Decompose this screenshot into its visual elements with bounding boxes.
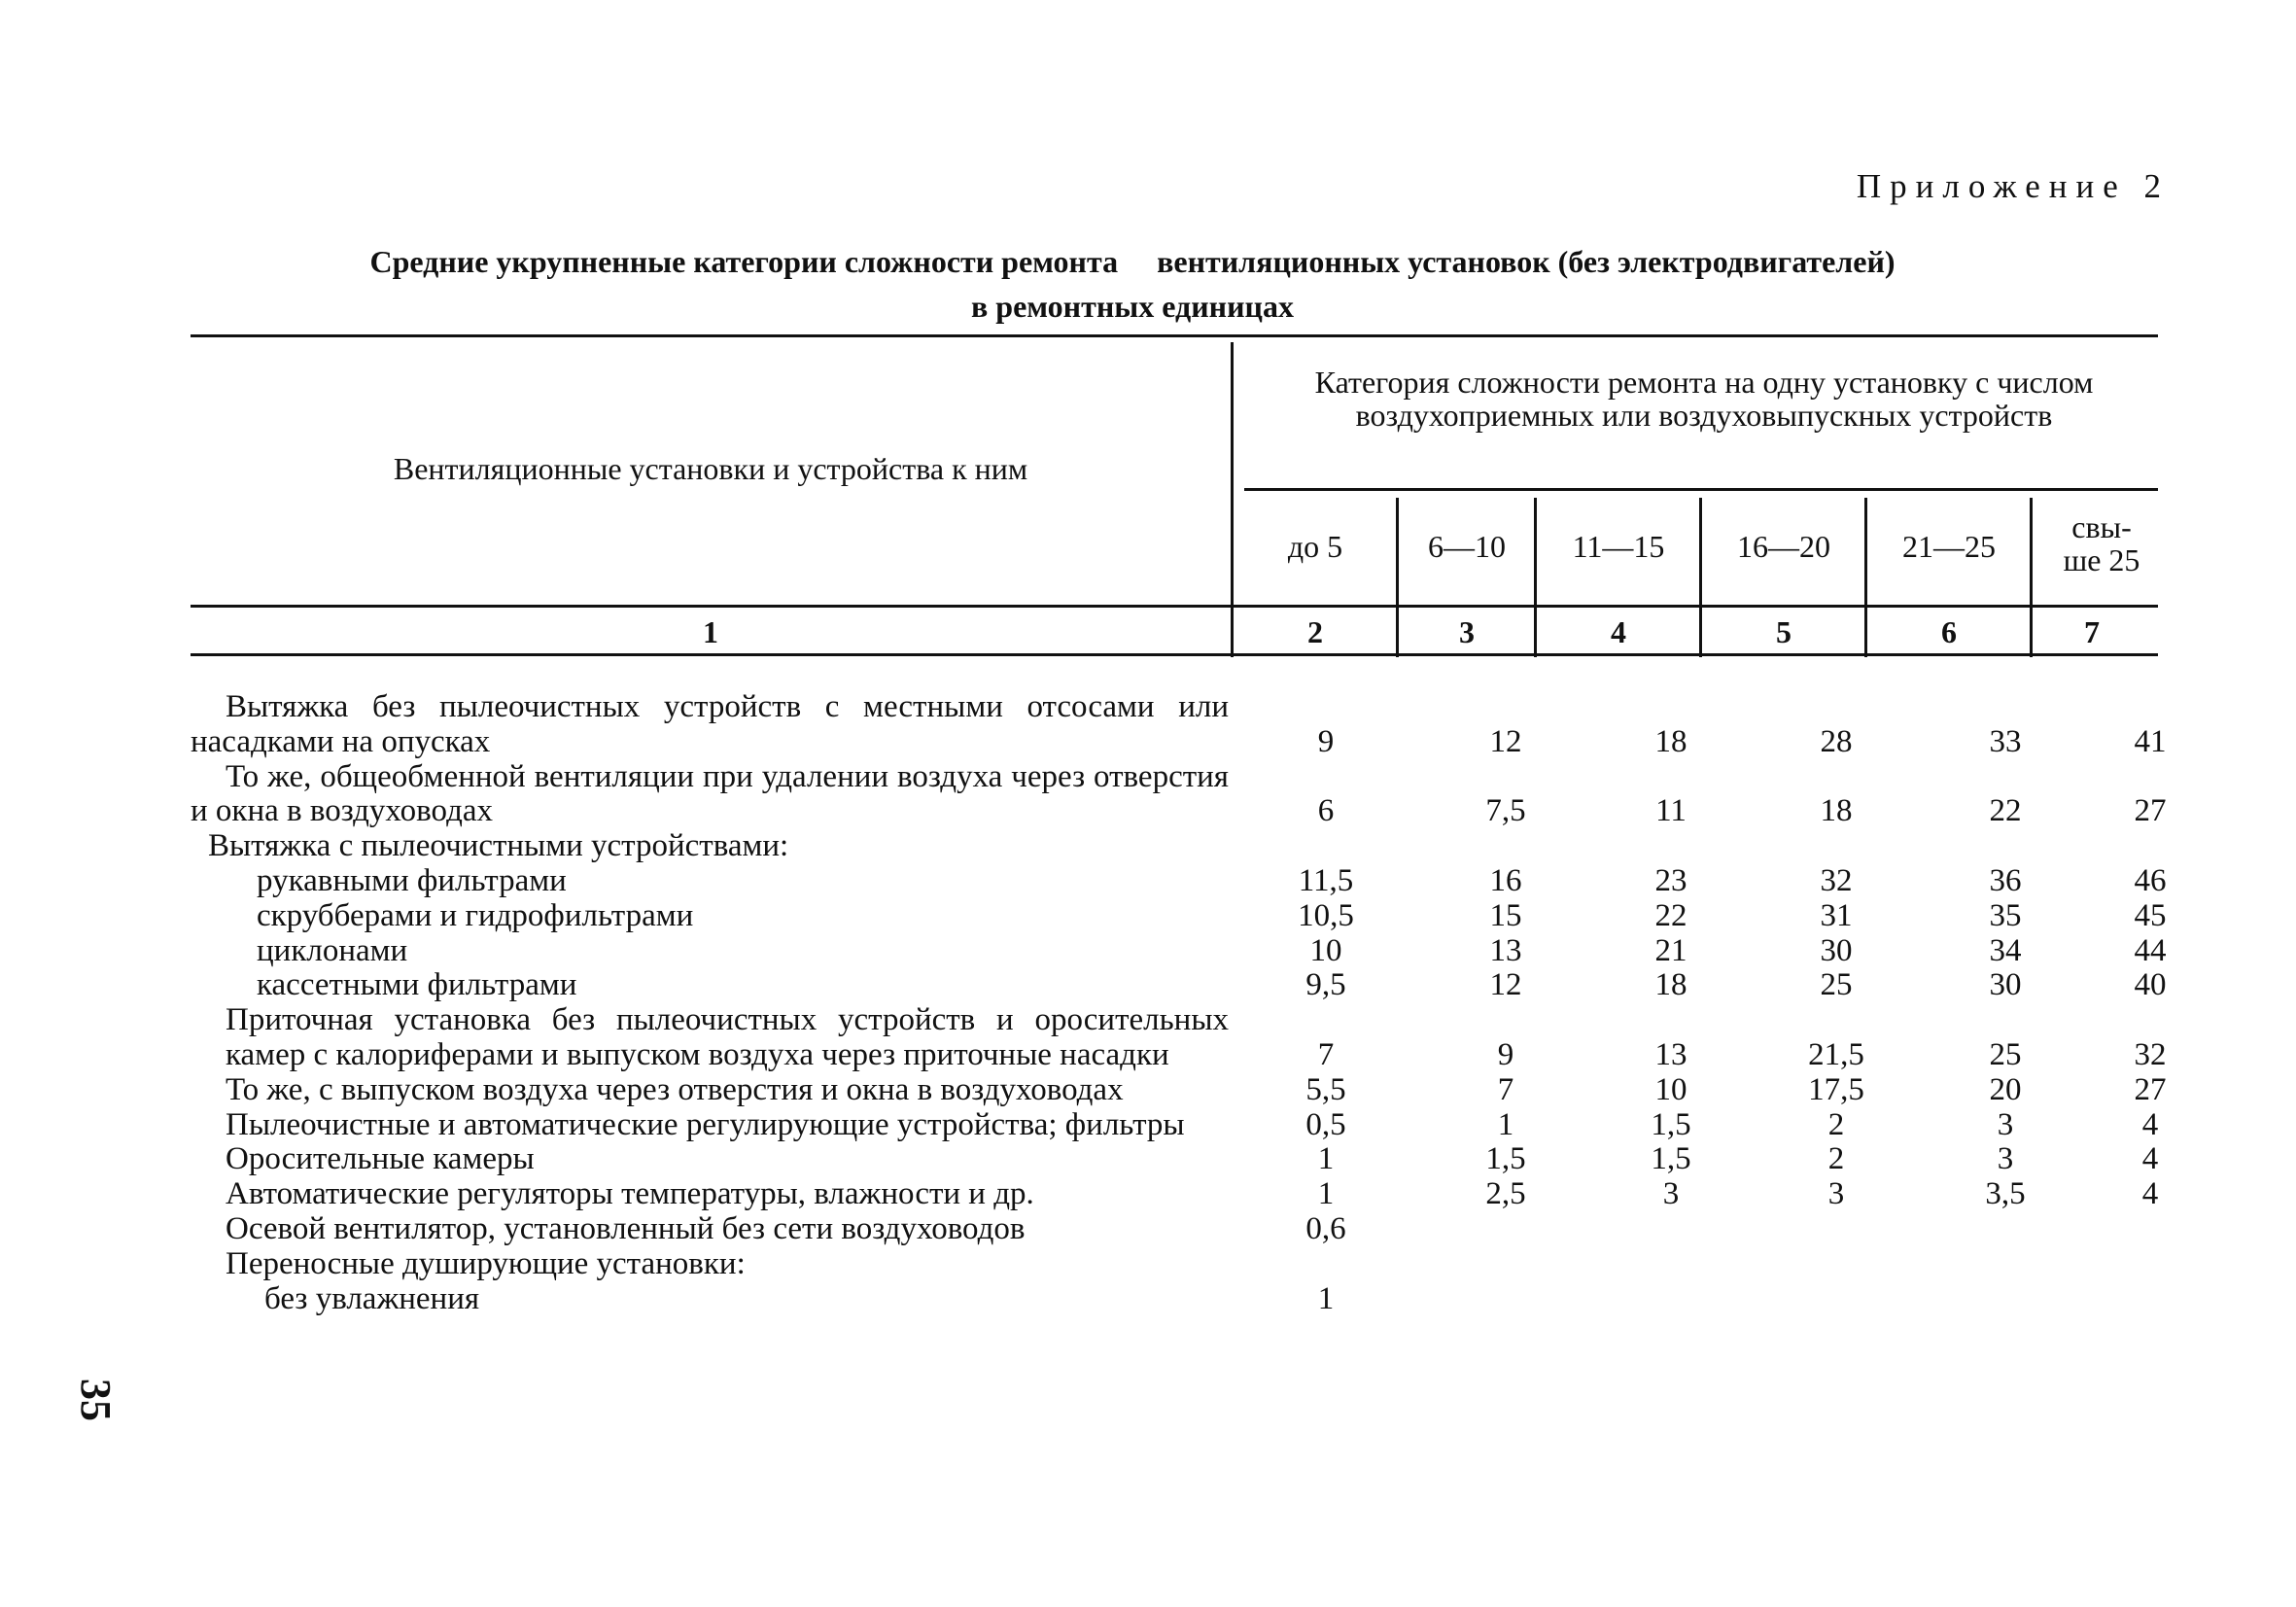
value-cell: 25 [1820, 967, 1853, 1003]
value-cell: 1,5 [1651, 1106, 1691, 1142]
value-cell [1423, 1282, 1588, 1317]
value-cell: 1,5 [1485, 1141, 1526, 1177]
value-cell: 18 [1820, 793, 1853, 829]
value-cell: 15 [1489, 897, 1522, 933]
header-bottom-rule [191, 605, 2158, 608]
value-cell: 25 [1989, 1036, 2022, 1072]
value-cell [1754, 1212, 1919, 1247]
value-cell: 28 [1820, 723, 1853, 759]
value-cell: 0,5 [1305, 1106, 1346, 1142]
table-body [191, 690, 2174, 1316]
value-cell: 16 [1489, 862, 1522, 898]
title-line-2: в ремонтных единицах [971, 289, 1294, 324]
value-cell: 40 [2134, 967, 2167, 1003]
value-cell [1588, 1212, 1754, 1247]
table-row [191, 690, 2174, 760]
value-cell: 1 [1317, 1176, 1335, 1212]
value-cell: 5,5 [1305, 1071, 1346, 1107]
header-left-label: Вентиляционные установки и устройства к ним [393, 451, 1028, 486]
value-cell [1588, 1282, 1754, 1317]
column-header: до 5 [1287, 529, 1343, 564]
value-cell: 27 [2134, 793, 2167, 829]
column-number: 7 [2084, 614, 2100, 649]
row-description: рукавными фильтрами [257, 862, 567, 898]
table-row [191, 934, 2174, 969]
row-description: без увлажнения [264, 1280, 480, 1316]
value-cell: 9,5 [1305, 967, 1346, 1003]
value-cell: 27 [2134, 1071, 2167, 1107]
column-number: 1 [703, 614, 718, 649]
numbers-bottom-rule [191, 653, 2158, 656]
table-row [191, 899, 2174, 934]
value-cell: 12 [1489, 967, 1522, 1003]
table-row [191, 1247, 2174, 1282]
value-cell: 7 [1497, 1071, 1514, 1107]
value-cell: 2 [1827, 1141, 1845, 1177]
row-description: Переносные душирующие установки: [226, 1245, 746, 1281]
value-cell: 3 [1662, 1176, 1680, 1212]
column-divider [1699, 498, 1702, 657]
row-description: То же, с выпуском воздуха через отверстия и окна в воздуховодах [226, 1071, 1124, 1107]
table-row [191, 1142, 2174, 1177]
table-title [194, 239, 2070, 329]
value-cell: 33 [1989, 723, 2022, 759]
value-cell: 9 [1317, 723, 1335, 759]
value-cell: 11 [1655, 793, 1687, 829]
column-number: 4 [1611, 614, 1626, 649]
table-row [191, 1282, 2174, 1317]
value-cell: 46 [2134, 862, 2167, 898]
value-cell: 7 [1317, 1036, 1335, 1072]
row-description: скрубберами и гидрофильтрами [257, 897, 694, 933]
value-cell: 21 [1654, 932, 1687, 968]
value-cell: 23 [1654, 862, 1687, 898]
table-row [191, 829, 2174, 864]
value-cell: 4 [2141, 1106, 2159, 1142]
value-cell: 13 [1654, 1036, 1687, 1072]
row-description: циклонами [257, 932, 408, 968]
value-cell [1423, 1212, 1588, 1247]
column-header: 16—20 [1737, 529, 1830, 564]
value-cell: 10 [1654, 1071, 1687, 1107]
value-cell: 22 [1989, 793, 2022, 829]
column-number: 6 [1941, 614, 1957, 649]
value-cell: 7,5 [1485, 793, 1526, 829]
value-cell: 17,5 [1808, 1071, 1864, 1107]
value-cell: 3 [1997, 1141, 2014, 1177]
value-cell: 9 [1497, 1036, 1514, 1072]
value-cell: 45 [2134, 897, 2167, 933]
value-cell: 12 [1489, 723, 1522, 759]
column-number: 5 [1776, 614, 1792, 649]
value-cell: 35 [1989, 897, 2022, 933]
column-divider [1534, 498, 1537, 657]
value-cell: 44 [2134, 932, 2167, 968]
appendix-label: Приложение 2 [1856, 167, 2170, 205]
value-cell: 34 [1989, 932, 2022, 968]
column-header: 21—25 [1902, 529, 1996, 564]
table-row [191, 1212, 2174, 1247]
title-line-1: Средние укрупненные категории сложности ремонта вентиляционных установок (без электродвигателей) [369, 244, 1896, 279]
value-cell: 13 [1489, 932, 1522, 968]
value-cell: 1,5 [1651, 1141, 1691, 1177]
row-description: Вытяжка без пылеочистных устройств с местными отсосами или насадками на опусках [191, 689, 1229, 759]
row-description: Оросительные камеры [226, 1141, 535, 1177]
value-cell: 21,5 [1808, 1036, 1864, 1072]
column-number: 2 [1307, 614, 1323, 649]
value-cell: 3 [1997, 1106, 2014, 1142]
table-row [191, 1003, 2174, 1073]
column-divider [1396, 498, 1399, 657]
row-description: Автоматические регуляторы температуры, влажности и др. [226, 1176, 1034, 1212]
value-cell: 36 [1989, 862, 2022, 898]
table-row [191, 1177, 2174, 1212]
column-header: 6—10 [1428, 529, 1506, 564]
value-cell [2092, 1212, 2209, 1247]
column-number: 3 [1459, 614, 1475, 649]
page-number: 35 [72, 1379, 120, 1421]
table-row [191, 1108, 2174, 1143]
value-cell: 4 [2141, 1176, 2159, 1212]
value-cell: 2 [1827, 1106, 1845, 1142]
value-cell: 18 [1654, 967, 1687, 1003]
row-description: Осевой вентилятор, установленный без сети воздуховодов [226, 1210, 1026, 1246]
row-description: Приточная установка без пылеочистных устройств и оросительных камер с калориферами и выпуском воздуха через приточные насадки [226, 1002, 1229, 1072]
value-cell: 11,5 [1298, 862, 1354, 898]
value-cell: 6 [1317, 793, 1335, 829]
value-cell: 1 [1317, 1280, 1335, 1316]
row-description: кассетными фильтрами [257, 967, 577, 1003]
value-cell: 30 [1989, 967, 2022, 1003]
column-divider [1231, 342, 1234, 657]
value-cell: 20 [1989, 1071, 2022, 1107]
value-cell: 2,5 [1485, 1176, 1526, 1212]
header-group-rule [1244, 488, 2158, 491]
header-group-label: Категория сложности ремонта на одну установку с числом воздухоприемных или воздуховыпускных устройств [1314, 365, 2094, 433]
value-cell: 10,5 [1298, 897, 1354, 933]
value-cell: 31 [1820, 897, 1853, 933]
row-description: То же, общеобменной вентиляции при удалении воздуха через отверстия и окна в воздуховодах [191, 758, 1229, 829]
value-cell: 10 [1309, 932, 1342, 968]
value-cell: 3 [1827, 1176, 1845, 1212]
column-header: 11—15 [1572, 529, 1665, 564]
value-cell: 1 [1497, 1106, 1514, 1142]
table-top-rule [191, 334, 2158, 337]
row-description: Вытяжка с пылеочистными устройствами: [208, 828, 789, 864]
value-cell: 22 [1654, 897, 1687, 933]
value-cell: 32 [1820, 862, 1853, 898]
value-cell: 18 [1654, 723, 1687, 759]
column-divider [1864, 498, 1867, 657]
value-cell: 3,5 [1985, 1176, 2026, 1212]
value-cell: 4 [2141, 1141, 2159, 1177]
table-row [191, 864, 2174, 899]
table-row [191, 760, 2174, 830]
value-cell [1919, 1282, 2092, 1317]
value-cell: 0,6 [1305, 1210, 1346, 1246]
value-cell: 41 [2134, 723, 2167, 759]
value-cell [1919, 1212, 2092, 1247]
value-cell: 32 [2134, 1036, 2167, 1072]
value-cell: 30 [1820, 932, 1853, 968]
table-row [191, 968, 2174, 1003]
value-cell: 1 [1317, 1141, 1335, 1177]
value-cell [2092, 1282, 2209, 1317]
row-description: Пылеочистные и автоматические регулирующие устройства; фильтры [226, 1106, 1185, 1142]
column-header: свы-ше 25 [2063, 509, 2140, 577]
column-divider [2030, 498, 2033, 657]
table-row [191, 1073, 2174, 1108]
value-cell [1754, 1282, 1919, 1317]
